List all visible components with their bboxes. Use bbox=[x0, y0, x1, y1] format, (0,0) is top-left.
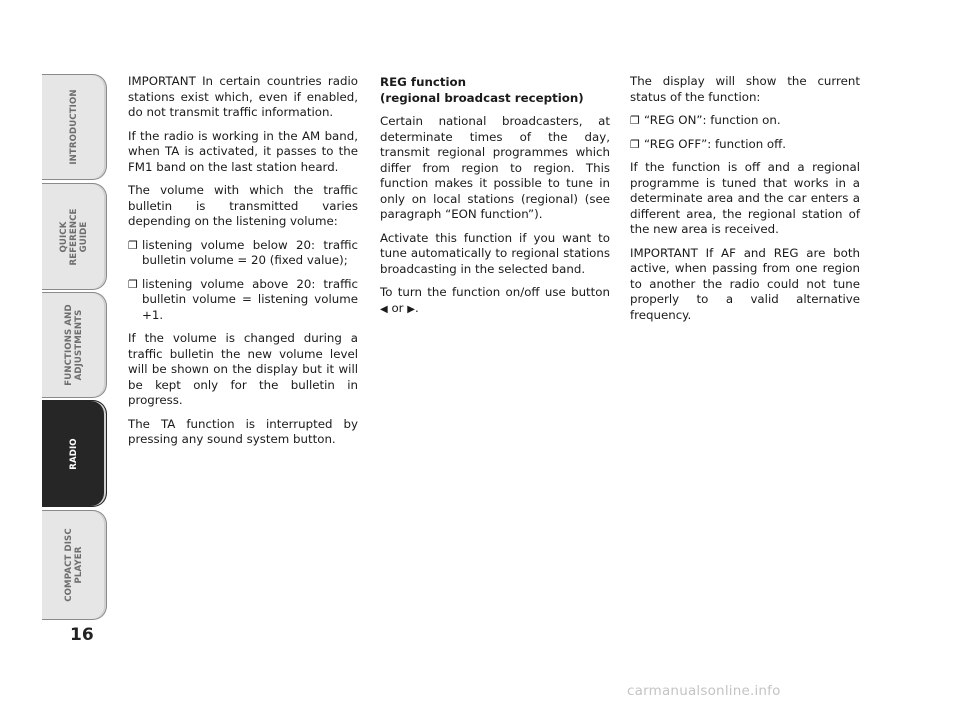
tab-label-line: PLAYER bbox=[74, 546, 84, 584]
bullet-text: “REG OFF”: function off. bbox=[644, 136, 787, 151]
tab-label-line: QUICK bbox=[59, 221, 69, 252]
paragraph: Activate this function if you want to tune automatically to regional stations broadcasting in the selected band. bbox=[380, 230, 610, 276]
tab-functions-and-adjustments[interactable] bbox=[42, 292, 107, 398]
heading-line: (regional broadcast reception) bbox=[380, 91, 584, 105]
tab-radio-label bbox=[69, 438, 79, 469]
bullet-item bbox=[128, 277, 358, 324]
tab-label-line: REFERENCE bbox=[69, 208, 79, 265]
tab-label-line: GUIDE bbox=[79, 221, 89, 252]
watermark: carmanualsonline.info bbox=[627, 683, 781, 699]
paragraph: IMPORTANT In certain countries radio stations exist which, even if enabled, do not transmit traffic information. bbox=[128, 74, 358, 119]
tab-quick-reference-guide-label bbox=[59, 208, 89, 265]
checkbox-bullet-icon: ❐ bbox=[128, 238, 138, 252]
heading-line: REG function bbox=[380, 75, 467, 89]
tab-label-line: INTRODUCTION bbox=[69, 89, 79, 165]
paragraph-text: To turn the function on/off use button bbox=[380, 285, 610, 299]
tab-introduction[interactable] bbox=[42, 74, 107, 180]
page-number: 16 bbox=[70, 625, 94, 645]
checkbox-bullet-icon: ❐ bbox=[128, 277, 138, 291]
paragraph: If the radio is working in the AM band, when TA is activated, it passes to the FM1 band on the last station heard. bbox=[128, 128, 358, 174]
tab-label-line: RADIO bbox=[69, 437, 79, 470]
paragraph: The TA function is interrupted by pressing any sound system button. bbox=[128, 416, 358, 446]
checkbox-bullet-icon: ❐ bbox=[630, 114, 640, 127]
text-column-3 bbox=[630, 74, 860, 331]
chapter-sidebar bbox=[0, 0, 110, 709]
paragraph: The display will show the current status of the function: bbox=[630, 74, 860, 104]
tab-functions-and-adjustments-label bbox=[64, 304, 84, 385]
text-column-2 bbox=[380, 74, 610, 325]
bullet-text: listening volume below 20: traffic bulletin volume = 20 (fixed value); bbox=[142, 237, 358, 267]
arrow-right-icon: ▶ bbox=[407, 303, 415, 315]
text-column-1 bbox=[128, 74, 358, 456]
paragraph: Certain national broadcasters, at determinate times of the day, transmit regional programmes which differ from region to region. This function makes it possible to tune in only on local stations (regional) (see paragraph “EON function”). bbox=[380, 114, 610, 221]
tab-compact-disc-player-label bbox=[64, 528, 84, 602]
bullet-item bbox=[630, 137, 860, 153]
tab-label-line: FUNCTIONS AND bbox=[64, 304, 74, 386]
bullet-text: “REG ON”: function on. bbox=[644, 113, 781, 127]
bullet-item bbox=[630, 113, 860, 129]
tab-label-line: ADJUSTMENTS bbox=[74, 309, 84, 381]
paragraph: If the function is off and a regional programme is tuned that works in a determinate area and the car enters a different area, the regional station of the new area is received. bbox=[630, 160, 860, 236]
paragraph: IMPORTANT If AF and REG are both active, when passing from one region to another the radio could not tune properly to a valid alternative frequency. bbox=[630, 245, 860, 322]
paragraph-text: or bbox=[391, 300, 404, 315]
tab-label-line: COMPACT DISC bbox=[64, 528, 74, 602]
checkbox-bullet-icon: ❐ bbox=[630, 137, 640, 151]
tab-introduction-label bbox=[69, 89, 79, 164]
tab-compact-disc-player[interactable] bbox=[42, 510, 107, 620]
tab-quick-reference-guide[interactable] bbox=[42, 183, 107, 290]
paragraph-text: . bbox=[414, 300, 419, 315]
bullet-item bbox=[128, 238, 358, 269]
section-heading bbox=[380, 74, 610, 106]
paragraph: If the volume is changed during a traffic bulletin the new volume level will be shown on the display but it will be kept only for the bulletin in progress. bbox=[128, 331, 358, 407]
tab-radio[interactable] bbox=[42, 400, 107, 507]
arrow-left-icon: ◀ bbox=[380, 303, 388, 315]
bullet-text: listening volume above 20: traffic bulletin volume = listening volume +1. bbox=[142, 276, 358, 322]
paragraph bbox=[380, 285, 610, 317]
paragraph: The volume with which the traffic bulletin is transmitted varies depending on the listening volume: bbox=[128, 183, 358, 228]
